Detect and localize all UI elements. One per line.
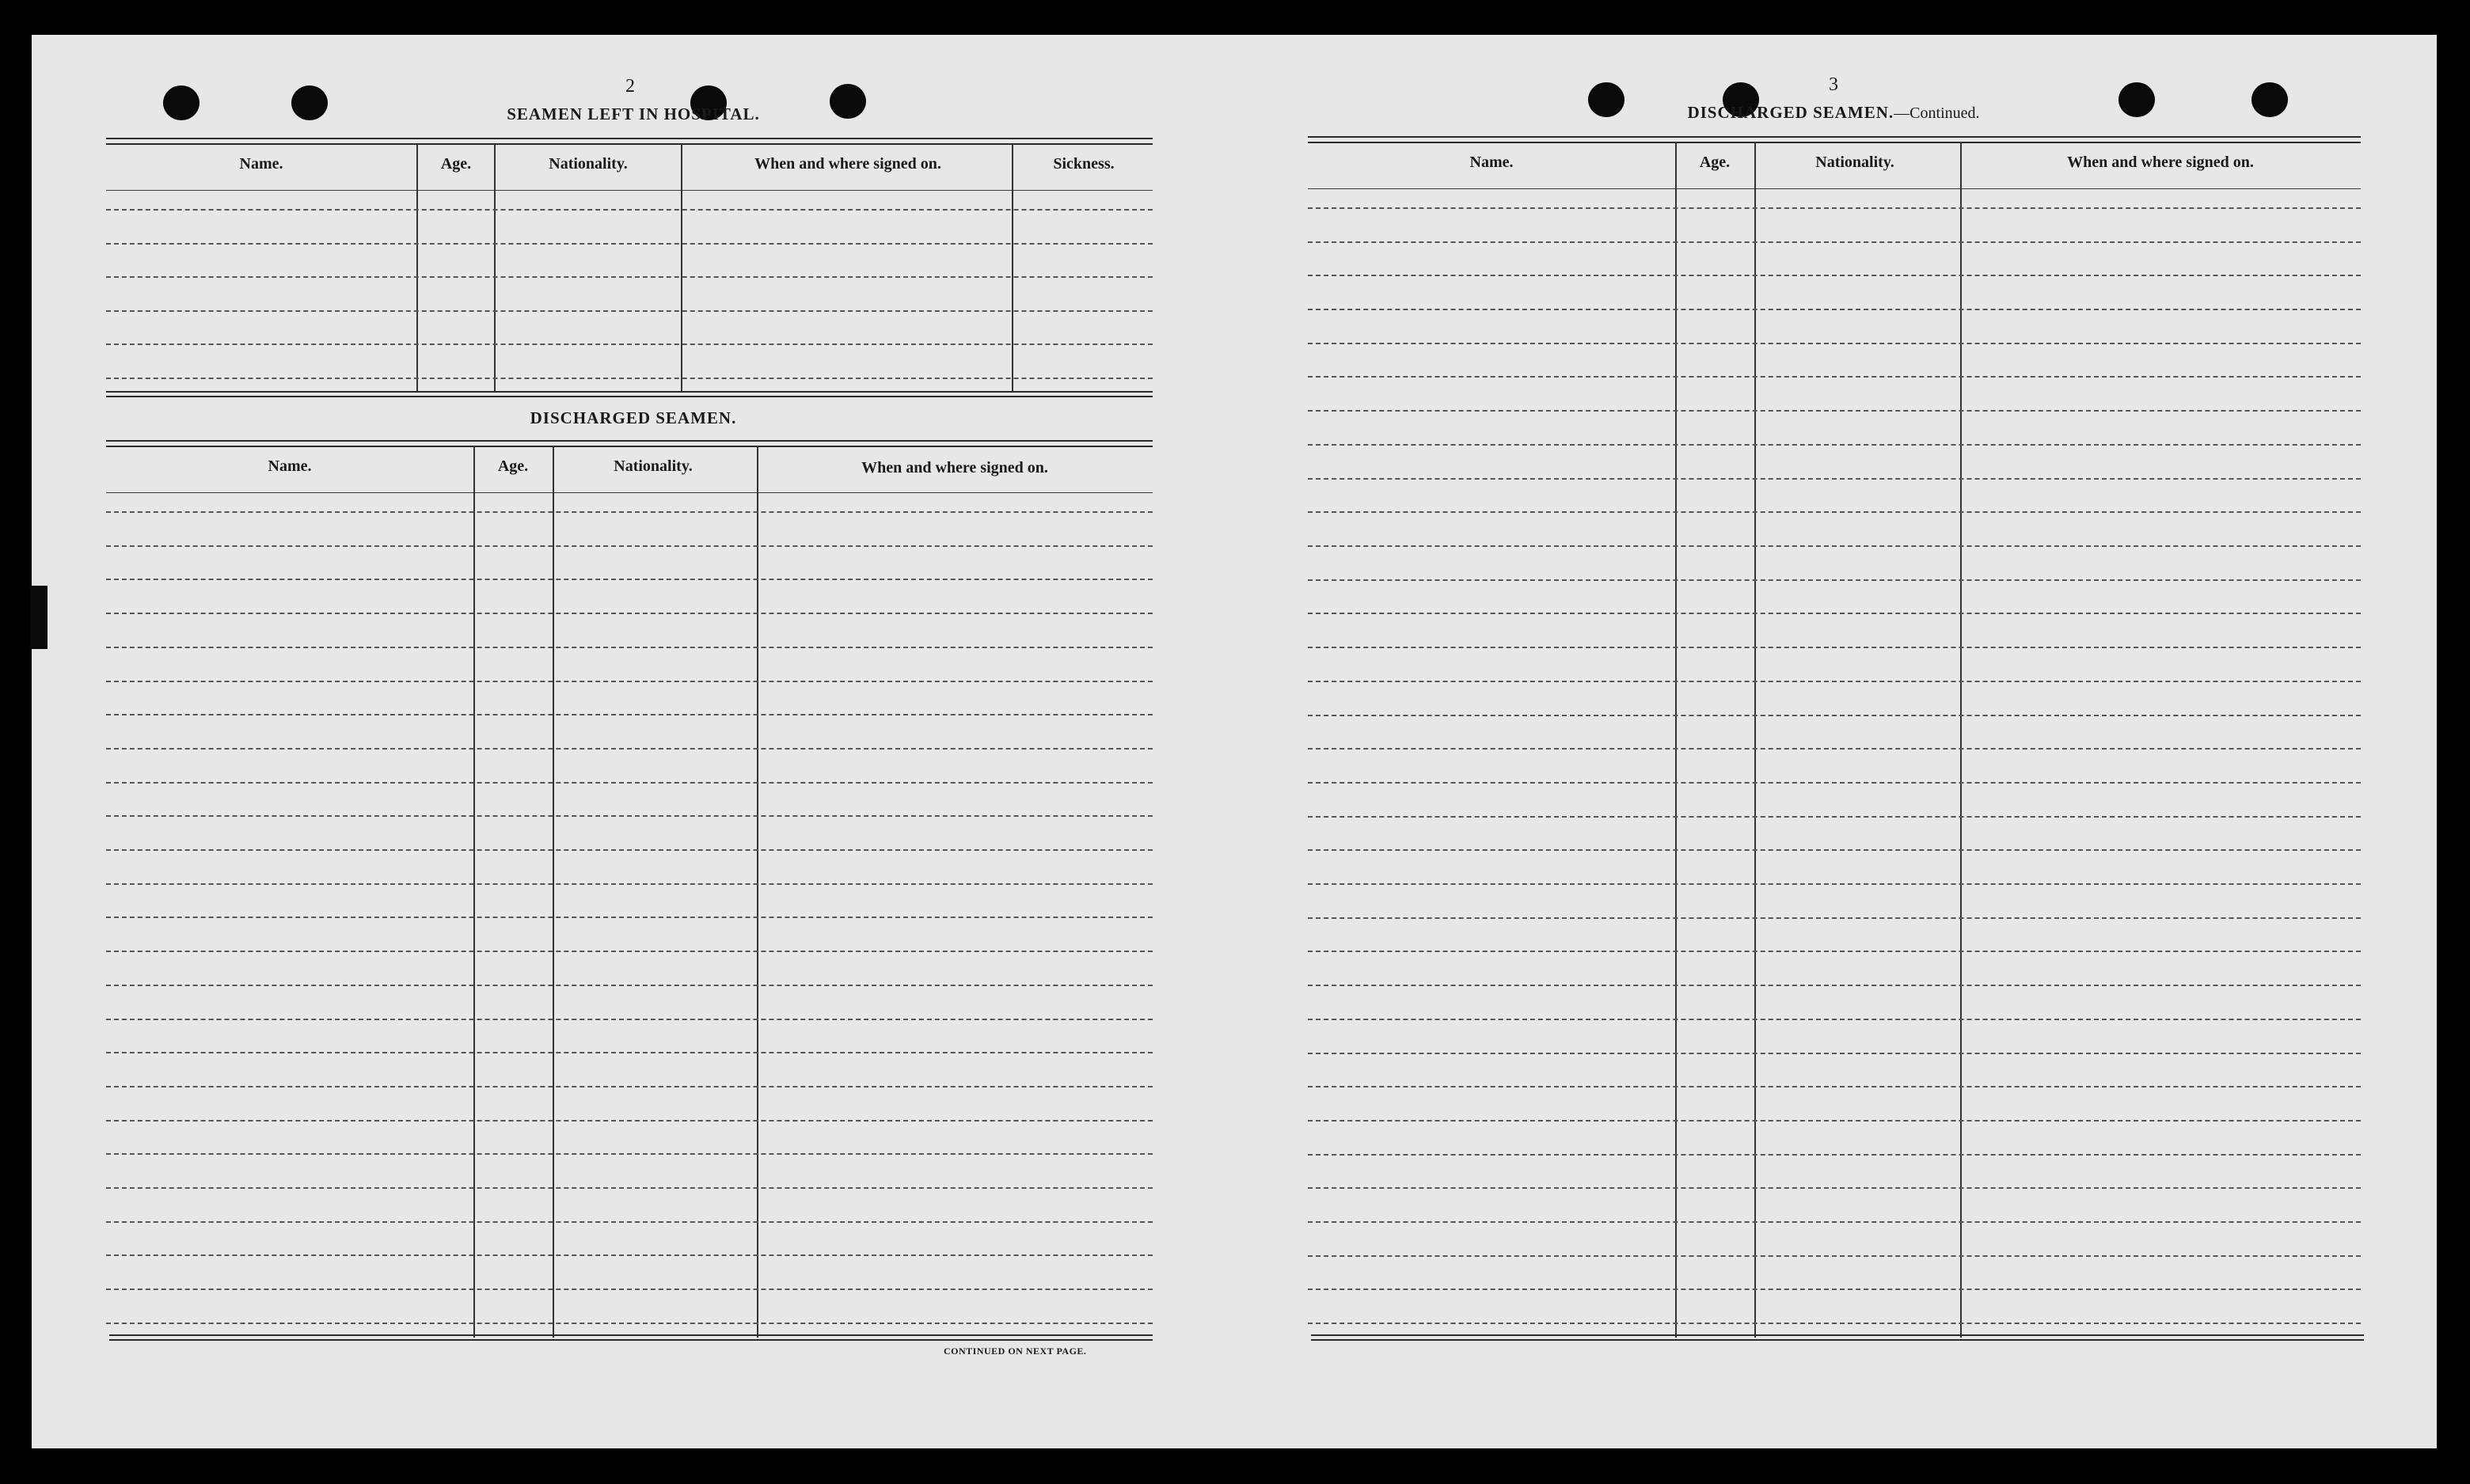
page-number: 3: [1829, 74, 1838, 95]
col-header-nationality: Nationality.: [614, 457, 693, 475]
ruled-line: [106, 782, 1153, 784]
ruled-line: [106, 1153, 1153, 1155]
col-header-name: Name.: [268, 457, 312, 475]
discharged-section-title: DISCHARGED SEAMEN.: [530, 408, 737, 427]
ruled-line: [1308, 816, 2361, 818]
ruled-line: [1308, 376, 2361, 378]
ruled-line: [1308, 1053, 2361, 1054]
ruled-line: [1308, 343, 2361, 344]
ruled-line: [1308, 1221, 2361, 1223]
ruled-line: [1308, 545, 2361, 547]
ruled-line: [106, 209, 1153, 211]
ruled-line: [106, 1187, 1153, 1189]
ruled-line: [1308, 241, 2361, 243]
ruled-line: [1308, 1289, 2361, 1290]
rule: [1311, 1334, 2364, 1336]
column-divider: [681, 144, 682, 391]
rule: [109, 1339, 1153, 1341]
document-sheet: [32, 35, 2437, 1448]
ruled-line: [106, 276, 1153, 278]
ruled-line: [106, 243, 1153, 245]
ruled-line: [1308, 207, 2361, 209]
col-header-age: Age.: [1699, 154, 1731, 171]
ruled-line: [106, 849, 1153, 851]
rule: [109, 1334, 1153, 1336]
punch-hole: [291, 85, 328, 120]
ruled-line: [106, 1120, 1153, 1122]
ruled-line: [106, 545, 1153, 547]
ruled-line: [1308, 748, 2361, 750]
scan-edge-mark: [30, 586, 48, 649]
column-divider: [416, 144, 418, 391]
column-divider: [1675, 142, 1677, 1338]
rule: [1311, 1339, 2364, 1341]
ruled-line: [106, 1289, 1153, 1290]
ruled-line: [1308, 613, 2361, 614]
punch-hole: [2118, 82, 2155, 117]
ruled-line: [1308, 849, 2361, 851]
ruled-line: [1308, 883, 2361, 885]
ruled-line: [1308, 1086, 2361, 1087]
ruled-line: [106, 951, 1153, 952]
ruled-line: [106, 343, 1153, 345]
ruled-line: [106, 681, 1153, 682]
col-header-name: Name.: [1469, 154, 1514, 171]
ruled-line: [1308, 1120, 2361, 1122]
punch-hole: [2252, 82, 2288, 117]
col-header-sickness: Sickness.: [1053, 155, 1115, 173]
ruled-line: [1308, 275, 2361, 276]
hospital-section-title: SEAMEN LEFT IN HOSPITAL.: [507, 104, 760, 123]
column-divider: [1012, 144, 1013, 391]
rule: [106, 396, 1153, 397]
discharged-continued-title: [1596, 103, 2071, 123]
column-divider: [1754, 142, 1756, 1338]
column-divider: [1960, 142, 1962, 1338]
ruled-line: [106, 883, 1153, 885]
ruled-line: [1308, 1255, 2361, 1257]
page-number: 2: [625, 76, 635, 97]
ruled-line: [106, 310, 1153, 312]
ruled-line: [1308, 917, 2361, 919]
rule: [106, 440, 1153, 442]
ruled-line: [106, 613, 1153, 614]
rule: [106, 446, 1153, 447]
col-header-signed-on: When and where signed on.: [2067, 154, 2254, 171]
ruled-line: [1308, 309, 2361, 310]
ruled-line: [1308, 1154, 2361, 1156]
ruled-line: [106, 1019, 1153, 1020]
ruled-line: [1308, 647, 2361, 648]
col-header-nationality: Nationality.: [1815, 154, 1894, 171]
col-header-signed-on: When and where signed on.: [861, 459, 1048, 476]
ruled-line: [106, 1086, 1153, 1087]
column-divider: [494, 144, 496, 391]
ruled-line: [106, 917, 1153, 918]
header-underline: [1308, 188, 2361, 189]
col-header-age: Age.: [440, 155, 472, 173]
ruled-line: [106, 579, 1153, 580]
punch-hole: [163, 85, 200, 120]
rule: [106, 138, 1153, 139]
ruled-line: [1308, 511, 2361, 513]
ruled-line: [1308, 1323, 2361, 1324]
rule: [106, 143, 1153, 145]
header-underline: [106, 492, 1153, 493]
ruled-line: [106, 1254, 1153, 1256]
ruled-line: [106, 647, 1153, 648]
ruled-line: [106, 748, 1153, 750]
col-header-name: Name.: [239, 155, 283, 173]
ruled-line: [106, 378, 1153, 379]
ruled-line: [106, 815, 1153, 817]
ruled-line: [1308, 715, 2361, 716]
ruled-line: [1308, 1019, 2361, 1020]
ruled-line: [1308, 444, 2361, 446]
ruled-line: [1308, 951, 2361, 952]
ruled-line: [106, 1323, 1153, 1324]
ruled-line: [106, 714, 1153, 715]
col-header-nationality: Nationality.: [549, 155, 628, 173]
ruled-line: [1308, 985, 2361, 986]
ruled-line: [1308, 1187, 2361, 1189]
rule: [106, 391, 1153, 393]
title-continued: —Continued.: [1894, 104, 1980, 122]
ruled-line: [1308, 410, 2361, 412]
rule: [1308, 142, 2361, 143]
title-main: DISCHARGED SEAMEN.: [1687, 103, 1894, 122]
ruled-line: [1308, 681, 2361, 682]
ruled-line: [106, 511, 1153, 513]
col-header-signed-on: When and where signed on.: [754, 155, 941, 173]
continued-footer: CONTINUED ON NEXT PAGE.: [944, 1345, 1087, 1357]
col-header-age: Age.: [497, 457, 529, 475]
ruled-line: [1308, 782, 2361, 784]
ruled-line: [106, 1052, 1153, 1053]
ruled-line: [1308, 579, 2361, 581]
ruled-line: [1308, 478, 2361, 480]
rule: [1308, 136, 2361, 138]
ruled-line: [106, 1221, 1153, 1223]
ruled-line: [106, 985, 1153, 986]
header-underline: [106, 190, 1153, 191]
